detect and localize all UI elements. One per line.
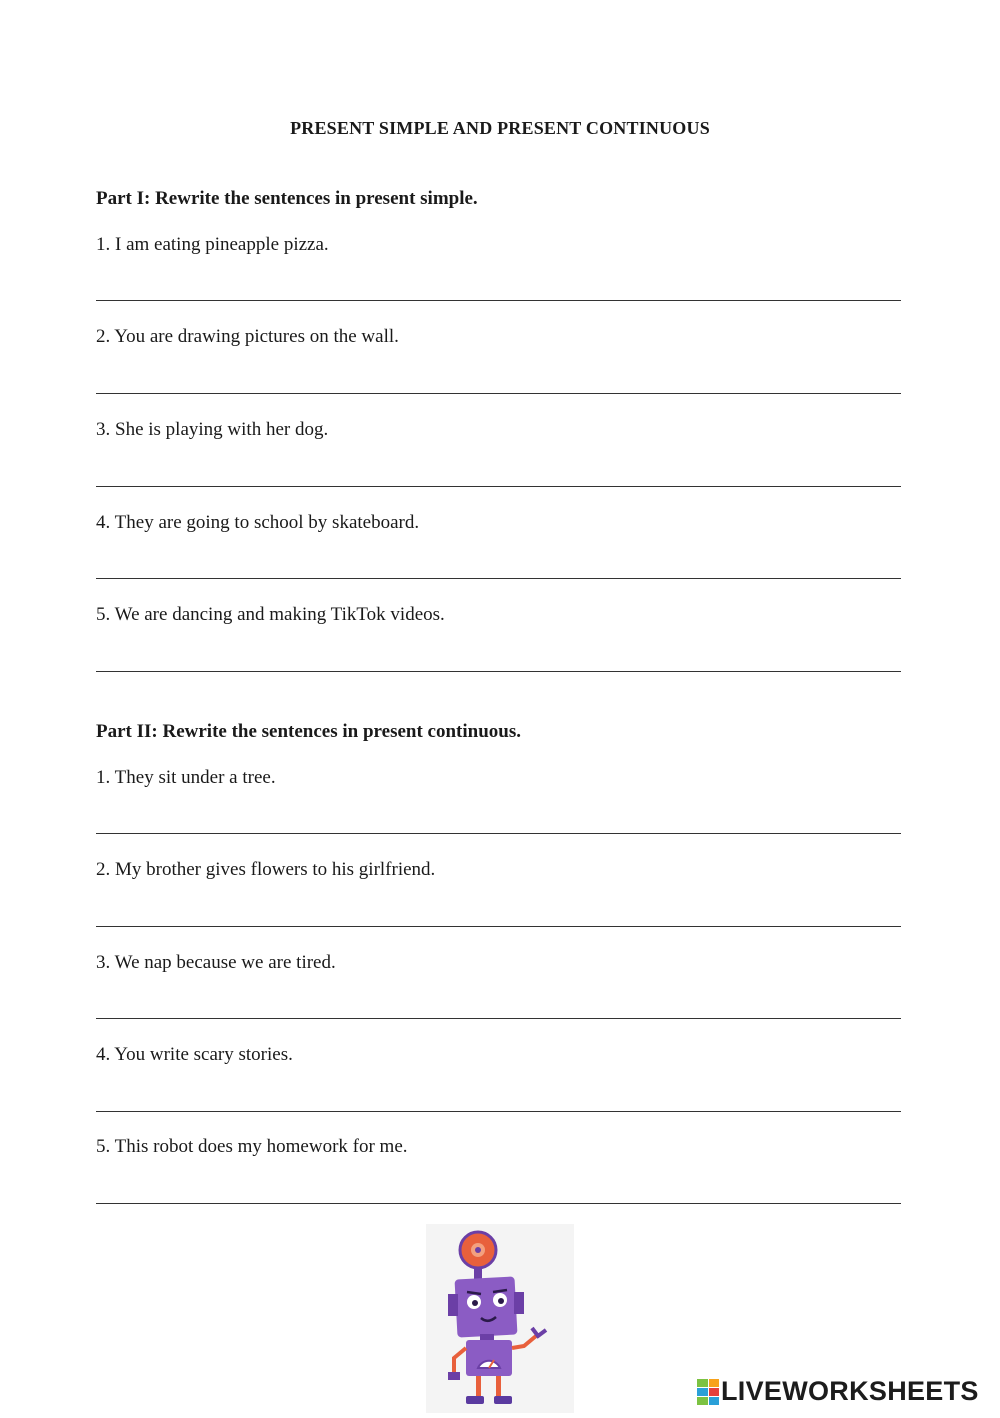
part2-question-2: 2. My brother gives flowers to his girlfriend.: [96, 859, 436, 880]
part1-answer-line-1[interactable]: [96, 300, 901, 301]
part1-question-2: 2. You are drawing pictures on the wall.: [96, 326, 399, 347]
robot-illustration: [426, 1224, 574, 1413]
part2-answer-line-5[interactable]: [96, 1203, 901, 1204]
part2-answer-line-3[interactable]: [96, 1018, 901, 1019]
part2-question-1: 1. They sit under a tree.: [96, 767, 276, 788]
part1-answer-line-2[interactable]: [96, 393, 901, 394]
page-title: PRESENT SIMPLE AND PRESENT CONTINUOUS: [290, 118, 710, 138]
part1-question-4: 4. They are going to school by skateboard.: [96, 512, 420, 533]
part2-question-4: 4. You write scary stories.: [96, 1044, 293, 1065]
part2-question-5: 5. This robot does my homework for me.: [96, 1136, 408, 1157]
part2-answer-line-1[interactable]: [96, 833, 901, 834]
part1-answer-line-3[interactable]: [96, 486, 901, 487]
robot-icon: [426, 1224, 574, 1413]
part1-heading: Part I: Rewrite the sentences in present simple.: [96, 188, 478, 209]
liveworksheets-icon: [697, 1379, 719, 1405]
part1-answer-line-5[interactable]: [96, 671, 901, 672]
part2-heading: Part II: Rewrite the sentences in present continuous.: [96, 721, 521, 742]
part1-question-3: 3. She is playing with her dog.: [96, 419, 329, 440]
liveworksheets-wordmark: LIVEWORKSHEETS: [721, 1376, 979, 1406]
part2-answer-line-2[interactable]: [96, 926, 901, 927]
part2-question-3: 3. We nap because we are tired.: [96, 952, 336, 973]
part1-answer-line-4[interactable]: [96, 578, 901, 579]
liveworksheets-logo: [697, 1376, 979, 1407]
part1-question-1: 1. I am eating pineapple pizza.: [96, 234, 329, 255]
part2-answer-line-4[interactable]: [96, 1111, 901, 1112]
part1-question-5: 5. We are dancing and making TikTok videos.: [96, 604, 445, 625]
